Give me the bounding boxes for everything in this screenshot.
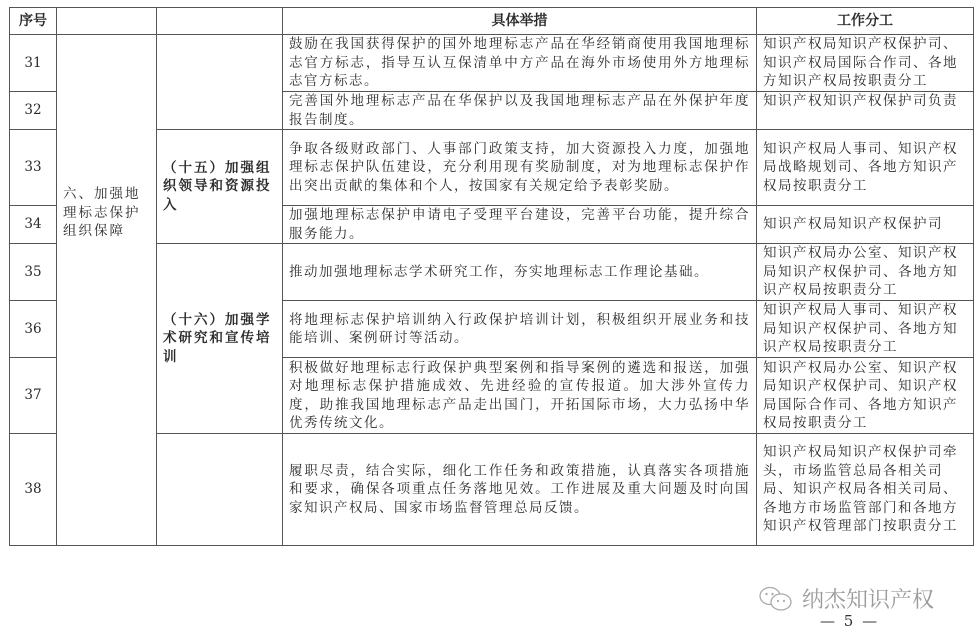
duty-text: 知识产权局人事司、知识产权局战略规划司、各地方知识产权局按职责分工 [757,130,974,206]
row-number: 37 [10,358,57,434]
header-section [57,8,157,35]
duty-text: 知识产权局办公室、知识产权局知识产权保护司、知识产权局国际合作司、各地方知识产权局按职责分工 [757,358,974,434]
duty-text: 知识产权局知识产权保护司 [757,206,974,244]
section-title-cell [57,35,157,546]
duty-text: 知识产权局办公室、知识产权局知识产权保护司、各地方知识产权局按职责分工 [757,244,974,301]
table-header-row [10,8,974,35]
measure-text: 完善国外地理标志产品在华保护以及我国地理标志产品在外保护年度报告制度。 [283,92,757,130]
header-measures: 具体举措 [283,8,757,35]
row-number: 32 [10,92,57,130]
row-number: 35 [10,244,57,301]
subsection-16-title: （十六）加强学术研究和宣传培训 [157,244,283,434]
duty-text: 知识产权局知识产权保护司牵头，市场监管总局各相关司局、知识产权局各相关司局、各地方市场监管部门和各地方知识产权管理部门按职责分工 [757,434,974,546]
empty-subsection-cell [157,434,283,546]
measure-text: 鼓励在我国获得保护的国外地理标志产品在华经销商使用我国地理标志官方标志，指导互认互保清单中方产品在海外市场使用外方地理标志官方标志。 [283,35,757,92]
measure-text: 积极做好地理标志行政保护典型案例和指导案例的遴选和报送，加强对地理标志保护措施成效、先进经验的宣传报道。加大涉外宣传力度，助推我国地理标志产品走出国门，开拓国际市场，大力弘扬中华优秀传统文化。 [283,358,757,434]
row-number: 38 [10,434,57,546]
page-number: — 5 — [820,612,880,630]
duty-text: 知识产权知识产权保护司负责 [757,92,974,130]
section-title: 六、加强地理标志保护组织保障 [63,186,141,239]
brand-name: 纳杰知识产权 [802,588,935,613]
subsection-15-title: （十五）加强组织领导和资源投入 [157,130,283,244]
wechat-icon [758,585,794,613]
header-subsection [157,8,283,35]
measure-text: 将地理标志保护培训纳入行政保护培训计划，积极组织开展业务和技能培训、案例研讨等活动。 [283,301,757,358]
header-number: 序号 [10,8,57,35]
row-number: 31 [10,35,57,92]
duty-text: 知识产权局人事司、知识产权局知识产权保护司、各地方知识产权局按职责分工 [757,301,974,358]
measure-text: 争取各级财政部门、人事部门政策支持，加大资源投入力度，加强地理标志保护队伍建设，充分利用现有奖励制度，对为地理标志保护作出突出贡献的集体和个人，按国家有关规定给予表彰奖励。 [283,130,757,206]
row-number: 36 [10,301,57,358]
measure-text: 履职尽责，结合实际，细化工作任务和政策措施，认真落实各项措施和要求，确保各项重点任务落地见效。工作进展及重大问题及时向国家知识产权局、国家市场监督管理总局反馈。 [283,434,757,546]
table-row [10,35,974,92]
measure-text: 推动加强地理标志学术研究工作，夯实地理标志工作理论基础。 [283,244,757,301]
watermark-brand [758,583,934,614]
row-number: 33 [10,130,57,206]
measure-text: 加强地理标志保护申请电子受理平台建设，完善平台功能，提升综合服务能力。 [283,206,757,244]
header-division: 工作分工 [757,8,974,35]
duty-text: 知识产权局知识产权保护司、知识产权局国际合作司、各地方知识产权局按职责分工 [757,35,974,92]
measures-table [9,7,974,546]
empty-subsection-cell [157,35,283,130]
row-number: 34 [10,206,57,244]
